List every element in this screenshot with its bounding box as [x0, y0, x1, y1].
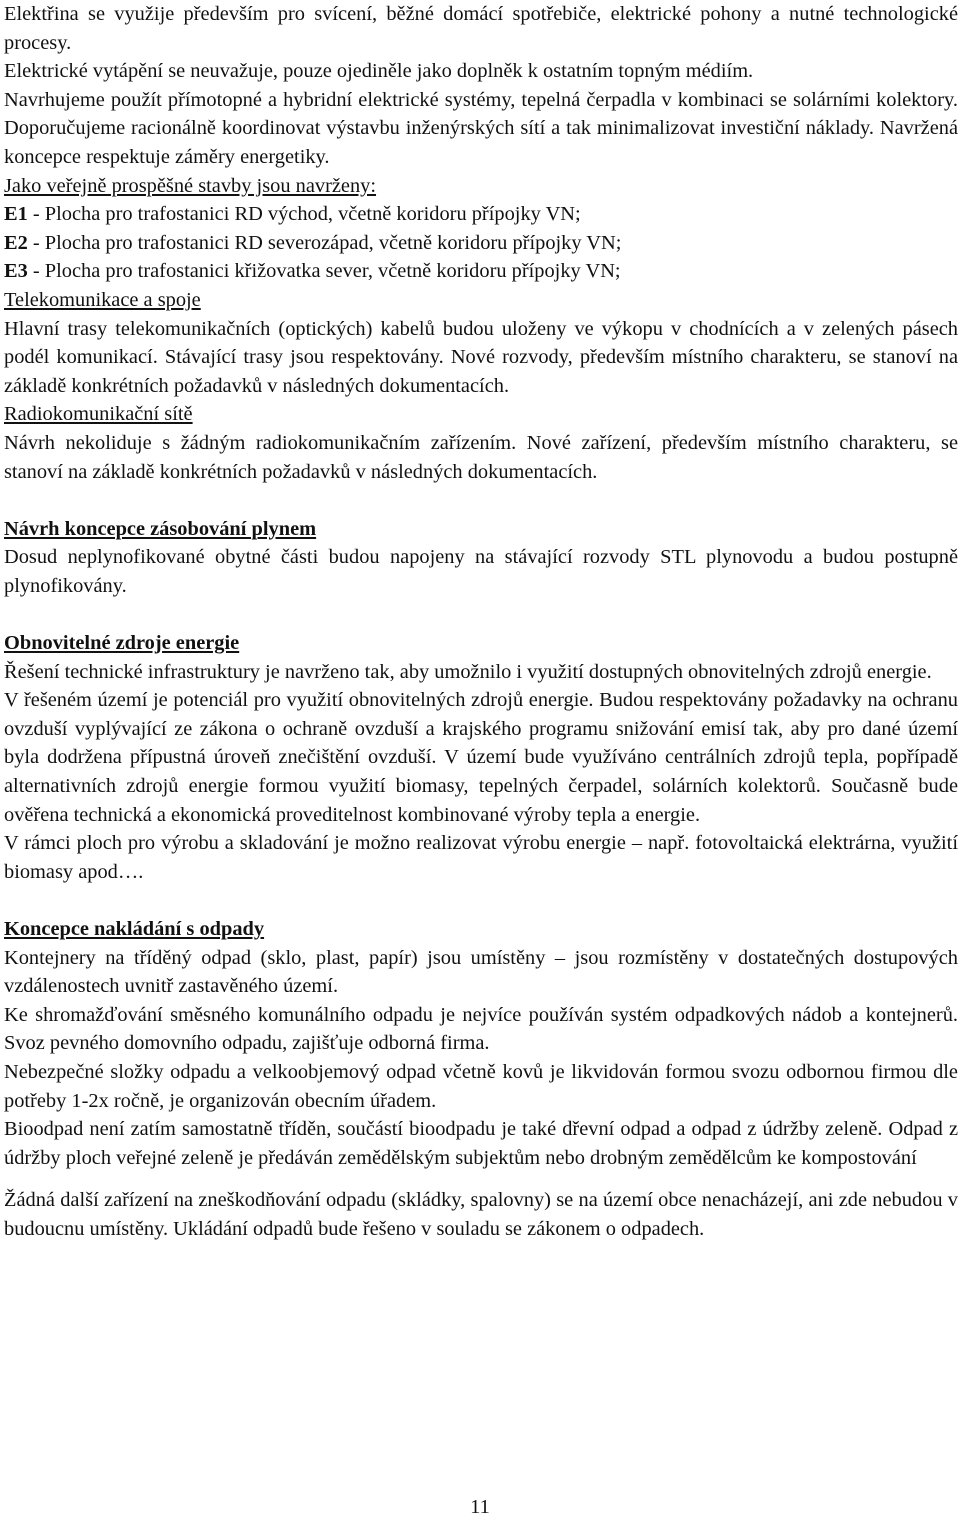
item-code: E2	[4, 231, 28, 254]
subheading-telecom: Telekomunikace a spoje	[4, 288, 201, 311]
paragraph: Navrhujeme použít přímotopné a hybridní elektrické systémy, tepelná čerpadla v kombinaci se solárními kolektory. Doporučujeme racionálně koordinovat výstavbu inženýrských sítí a tak minimalizovat investiční náklady. Navržená koncepce respektuje záměry energetiky.	[4, 88, 958, 168]
paragraph: Žádná další zařízení na zneškodňování odpadu (skládky, spalovny) se na území obce nenacházejí, ani zde nebudou v budoucnu umístěny. Ukládání odpadů bude řešeno v souladu se zákonem o odpadech.	[4, 1189, 958, 1240]
public-work-item	[4, 200, 958, 229]
paragraph: V řešeném území je potenciál pro využití obnovitelných zdrojů energie. Budou respektovány požadavky na ochranu ovzduší vyplývající ze zákona o ochraně ovzduší a krajského programu snižování emisí tak, aby pro dané území byla dodržena přípustná úroveň znečištění ovzduší. V území bude využíváno centrálních zdrojů tepla, popřípadě alternativních zdrojů energie formou využití biomasy, tepelných čerpadel, solárních kolektorů. Současně bude ověřena technická a ekonomická proveditelnost kombinované výroby tepla a energie.	[4, 689, 958, 826]
paragraph: Řešení technické infrastruktury je navrženo tak, aby umožnilo i využití dostupných obnovitelných zdrojů energie.	[4, 660, 932, 683]
paragraph: Hlavní trasy telekomunikačních (optických) kabelů budou uloženy ve výkopu v chodnících a v zelených pásech podél komunikací. Stávající trasy jsou respektovány. Nové rozvody, především místního charakteru, se stanoví na základě konkrétních požadavků v následných dokumentacích.	[4, 317, 958, 397]
public-work-item	[4, 229, 958, 258]
paragraph: Kontejnery na tříděný odpad (sklo, plast, papír) jsou umístěny – jsou rozmístěny v dostatečných dostupových vzdálenostech uvnitř zastavěného území.	[4, 946, 958, 998]
public-work-item	[4, 257, 958, 286]
paragraph: Návrh nekoliduje s žádným radiokomunikačním zařízením. Nové zařízení, především místního charakteru, se stanoví na základě konkrétních požadavků v následných dokumentacích.	[4, 431, 958, 483]
heading-waste: Koncepce nakládání s odpady	[4, 918, 265, 940]
heading-renewable: Obnovitelné zdroje energie	[4, 632, 240, 655]
paragraph: V rámci ploch pro výrobu a skladování je možno realizovat výrobu energie – např. fotovoltaická elektrárna, využití biomasy apod….	[4, 832, 958, 883]
page-number: 11	[470, 1496, 490, 1518]
item-code: E1	[4, 203, 28, 226]
item-text: - Plocha pro trafostanici RD severozápad, včetně koridoru přípojky VN;	[27, 231, 622, 254]
item-code: E3	[4, 260, 28, 283]
subheading-public-works: Jako veřejně prospěšné stavby jsou navrženy:	[4, 174, 377, 197]
item-text: - Plocha pro trafostanici křižovatka sever, včetně koridoru přípojky VN;	[27, 260, 621, 283]
document-page	[4, 0, 958, 1244]
paragraph: Bioodpad není zatím samostatně tříděn, součástí bioodpadu je také dřevní odpad a odpad z údržby zeleně. Odpad z údržby ploch veřejné zeleně je předáván zemědělským subjektům nebo drobným zemědělcům ke kompostování	[4, 1118, 958, 1169]
paragraph: Ke shromažďování směsného komunálního odpadu je nejvíce používán systém odpadkových nádob a kontejnerů. Svoz pevného domovního odpadu, zajišťuje odborná firma.	[4, 1003, 958, 1055]
subheading-radio: Radiokomunikační sítě	[4, 403, 193, 426]
paragraph: Elektrické vytápění se neuvažuje, pouze ojediněle jako doplněk k ostatním topným médiím.	[4, 60, 754, 83]
paragraph: Elektřina se využije především pro svícení, běžné domácí spotřebiče, elektrické pohony a nutné technologické procesy.	[4, 3, 958, 54]
heading-gas: Návrh koncepce zásobování plynem	[4, 517, 317, 540]
item-text: - Plocha pro trafostanici RD východ, včetně koridoru přípojky VN;	[27, 203, 581, 226]
paragraph: Dosud neplynofikované obytné části budou napojeny na stávající rozvody STL plynovodu a budou postupně plynofikovány.	[4, 546, 958, 597]
paragraph: Nebezpečné složky odpadu a velkoobjemový odpad včetně kovů je likvidován formou svozu odbornou firmou dle potřeby 1-2x ročně, je organizován obecním úřadem.	[4, 1060, 958, 1112]
